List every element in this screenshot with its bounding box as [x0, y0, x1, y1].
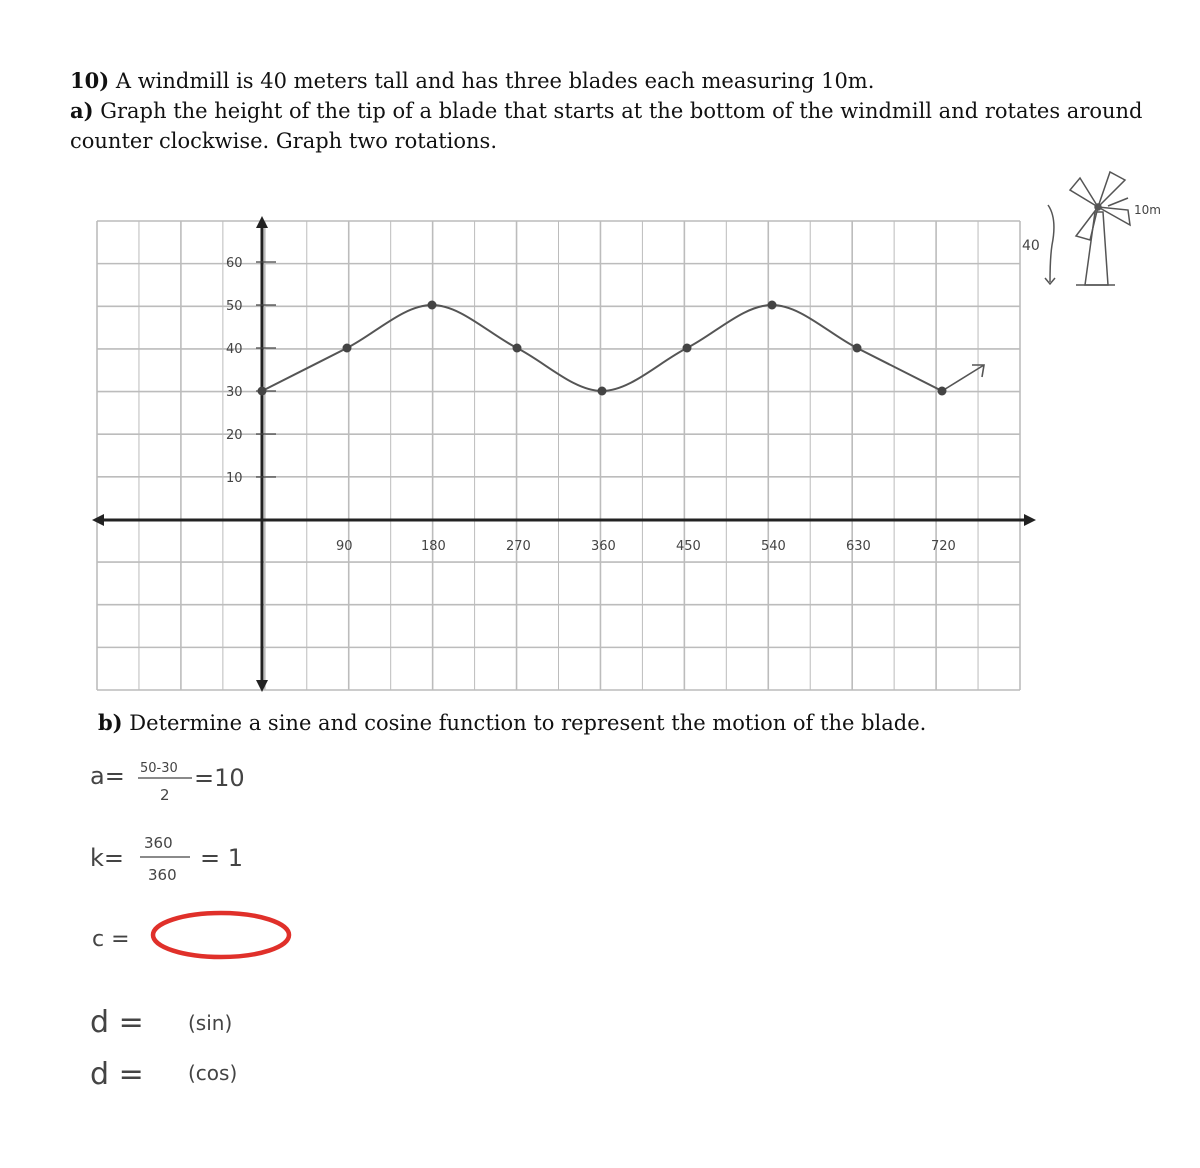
- k-result: = 1: [200, 844, 244, 872]
- x-tick-label: 90: [336, 539, 353, 554]
- data-point: [343, 344, 352, 353]
- windmill-blade: [1076, 207, 1098, 240]
- curve-line: [262, 305, 942, 391]
- d-sin-lhs: d =: [90, 1005, 144, 1040]
- x-axis-arrow-icon: [1024, 514, 1036, 526]
- data-point: [938, 387, 947, 396]
- data-point: [258, 387, 267, 396]
- part-a-label: a): [70, 98, 94, 123]
- data-point: [853, 344, 862, 353]
- part-a-text: Graph the height of the tip of a blade that starts at the bottom of the windmill and rotates around counter clockwise. Graph two rotations.: [70, 99, 1143, 153]
- handwritten-work: [90, 761, 289, 1092]
- height-bracket: [1048, 205, 1054, 282]
- k-lhs: k=: [90, 844, 125, 872]
- x-tick-label: 270: [506, 539, 531, 554]
- amplitude-result: =10: [194, 764, 245, 792]
- x-axis-arrow-icon: [92, 514, 104, 526]
- blade-length-label: 10m: [1134, 203, 1161, 217]
- windmill-blade: [1070, 178, 1098, 207]
- data-point: [513, 344, 522, 353]
- part-b-label: b): [98, 710, 123, 735]
- x-tick-label: 450: [676, 539, 701, 554]
- y-tick-label: 30: [226, 385, 243, 400]
- data-point: [683, 344, 692, 353]
- windmill-height-label: 40: [1022, 238, 1040, 254]
- d-sin-note: (sin): [188, 1011, 233, 1035]
- sinusoid-curve: [262, 305, 984, 391]
- y-axis-arrow-icon: [256, 216, 268, 228]
- x-tick-label: 180: [421, 539, 446, 554]
- windmill-blade: [1098, 172, 1125, 207]
- grid-lines: [97, 221, 1020, 690]
- d-cos-lhs: d =: [90, 1057, 144, 1092]
- y-tick-label: 50: [226, 299, 243, 314]
- amplitude-lhs: a=: [90, 762, 125, 790]
- y-tick-label: 60: [226, 256, 243, 271]
- y-tick-label: 40: [226, 342, 243, 357]
- x-tick-label: 630: [846, 539, 871, 554]
- data-point: [598, 387, 607, 396]
- amplitude-numerator: 50-30: [140, 761, 178, 776]
- windmill-sketch: [1045, 172, 1130, 285]
- plotted-points: [258, 301, 947, 396]
- tick-labels: [226, 256, 956, 554]
- data-point: [768, 301, 777, 310]
- k-numerator: 360: [144, 834, 173, 852]
- x-tick-label: 540: [761, 539, 786, 554]
- windmill-tower: [1085, 212, 1108, 285]
- windmill-hub: [1095, 204, 1101, 210]
- x-tick-label: 360: [591, 539, 616, 554]
- d-cos-note: (cos): [188, 1061, 238, 1085]
- question-number: 10): [70, 68, 110, 93]
- data-point: [428, 301, 437, 310]
- amplitude-denominator: 2: [160, 786, 170, 804]
- y-tick-label: 10: [226, 471, 243, 486]
- c-lhs: c =: [92, 927, 130, 952]
- question-text: A windmill is 40 meters tall and has three blades each measuring 10m.: [109, 69, 875, 93]
- k-denominator: 360: [148, 866, 177, 884]
- part-b-text: Determine a sine and cosine function to represent the motion of the blade.: [122, 711, 927, 735]
- c-highlight-circle: [153, 913, 289, 957]
- y-tick-label: 20: [226, 428, 243, 443]
- blade-length-arrow-icon: [1108, 198, 1128, 206]
- x-tick-label: 720: [931, 539, 956, 554]
